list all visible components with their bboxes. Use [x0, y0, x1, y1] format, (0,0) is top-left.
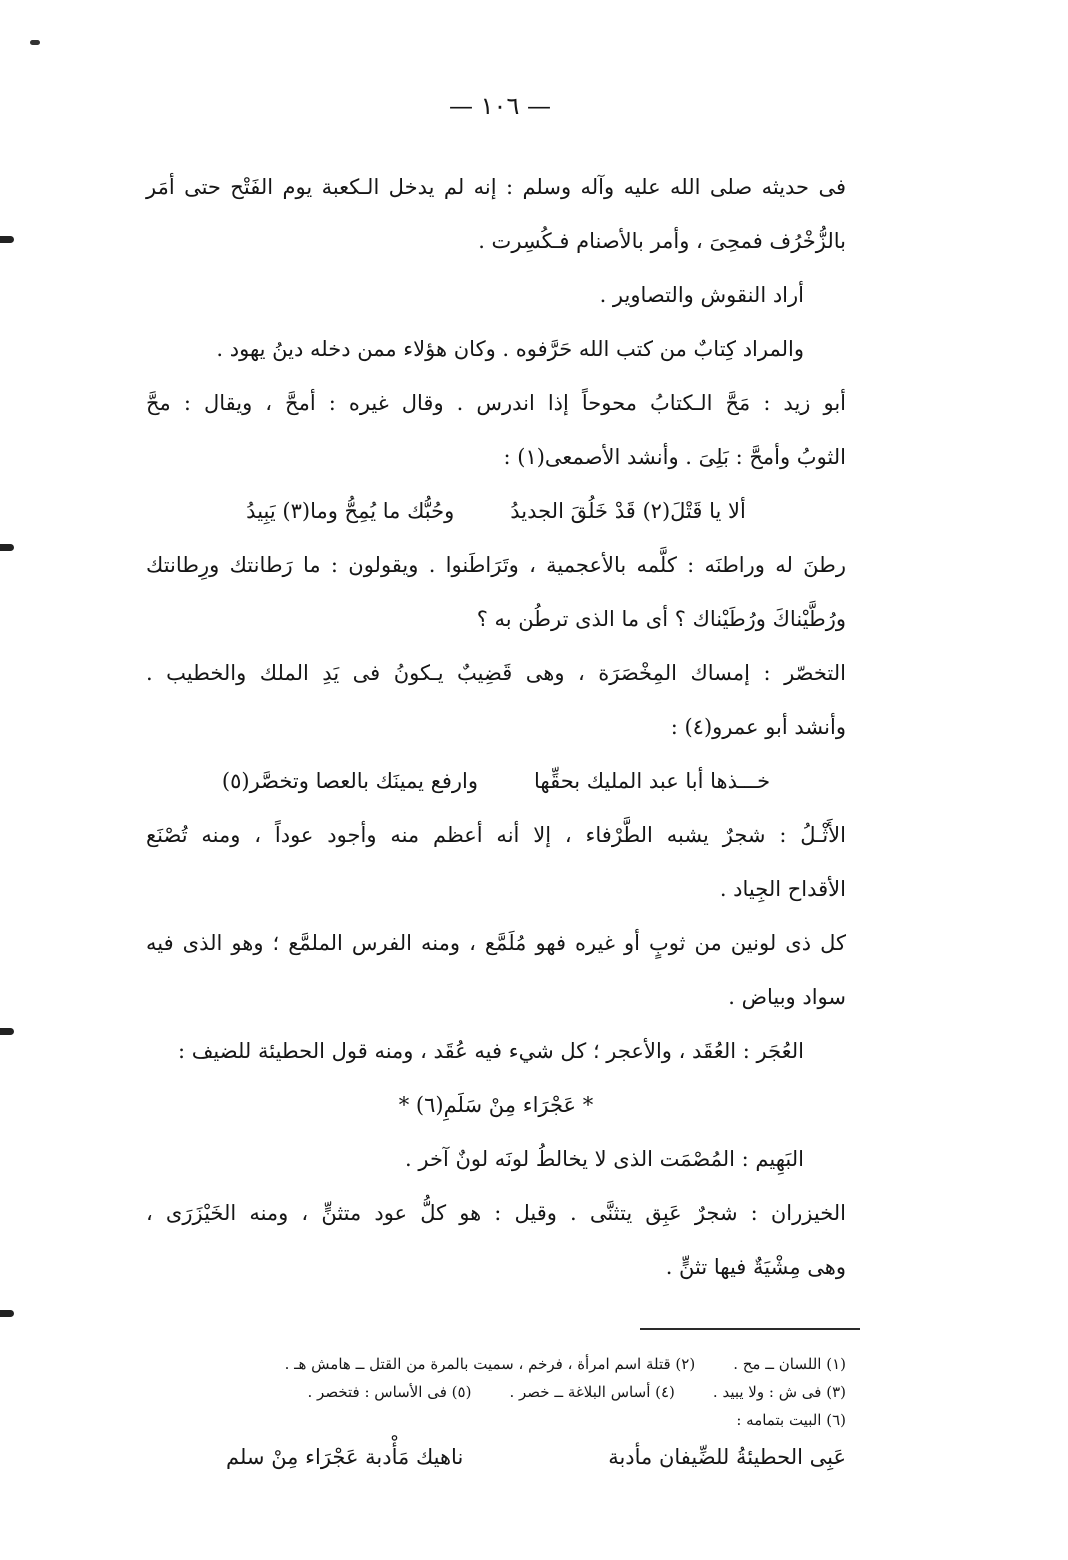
- verse-line: [146, 484, 846, 538]
- verse-hemistich-second: وارفع يمينَك بالعصا وتخصَّر(٥): [221, 769, 479, 793]
- text-line: العُجَر : العُقَد ، والأعجر ؛ كل شيء فيه عُقَد ، ومنه قول الحطيئة للضيف :: [177, 1039, 804, 1063]
- text-line: أراد النقوش والتصاوير .: [599, 283, 804, 307]
- body-text: [146, 160, 846, 1294]
- text-line: والمراد كِتابٌ من كتب الله حَرَّفوه . وكان هؤلاء ممن دخله دينُ يهود .: [216, 337, 804, 361]
- footnote: (٣) فى ش : ولا يبيد .: [712, 1383, 846, 1401]
- page-number: — ١٠٦ —: [449, 92, 551, 120]
- footnote-verse: [226, 1445, 846, 1469]
- binding-mark: [0, 236, 14, 243]
- text-line: رطنَ له وراطنَه : كلَّمه بالأعجمية ، وتَرَاطَنوا . ويقولون : ما رَطانتك ورِطانتك: [146, 553, 846, 577]
- text-line: أبو زيد : مَحَّ الـكتابُ محوحاً إذا اندرس . وقال غيره : أمحَّ ، ويقال : محَّ: [146, 391, 846, 415]
- footnotes: [186, 1350, 846, 1434]
- footnote: (١) اللسان ــ مح .: [733, 1355, 846, 1373]
- footnote-row: [186, 1350, 846, 1378]
- text-line: فى حديثه صلى الله عليه وآله وسلم : إنه لم يدخل الـكعبة يوم الفَتْح حتى أمَر: [146, 175, 846, 199]
- verse-hemistich-second: وحُبُّك ما يُمِحُّ وما(٣) يَبِيدُ: [246, 499, 455, 523]
- verse-hemistich-first: ألا يا قَتْلَ(٢) قَدْ خَلُقَ الجديدُ: [510, 499, 746, 523]
- text-line: بالزُّخْرُف فمحِىَ ، وأمر بالأصنام فـكُسِرت .: [478, 229, 846, 253]
- footnote-row: [186, 1406, 846, 1434]
- footnote: (٤) أساس البلاغة ــ خصر .: [509, 1383, 675, 1401]
- verse-fragment: * عَجْرَاء مِنْ سَلَمِ(٦) *: [398, 1093, 594, 1117]
- text-line: الأقداح الجِياد .: [719, 877, 846, 901]
- footnote: (٢) قتلة اسم امرأة ، فرخم ، سميت بالمرة من القتل ــ هامش هـ .: [284, 1355, 696, 1373]
- text-line: ورُطَّيْناكَ ورُطَيْناك ؟ أى ما الذى ترطُن به ؟: [476, 607, 846, 631]
- text-line: البَهِيم : المُصْمَت الذى لا يخالطُ لونَه لونٌ آخر .: [405, 1147, 804, 1171]
- text-line: سواد وبياض .: [728, 985, 846, 1009]
- text-line: وأنشد أبو عمرو(٤) :: [670, 715, 846, 739]
- footnote-separator: [640, 1328, 860, 1330]
- footnote: (٦) البيت بتمامه :: [736, 1411, 846, 1429]
- verse-hemistich-second: ناهيك مَأْدبة عَجْرَاء مِنْ سلم: [226, 1445, 464, 1469]
- binding-mark: [0, 1310, 14, 1317]
- footnote: (٥) فى الأساس : فتخصر .: [307, 1383, 472, 1401]
- text-line: الثوبُ وأمحَّ : بَلِىَ . وأنشد الأصمعى(١) :: [503, 445, 846, 469]
- text-line: الخيزران : شجرٌ عَبِق يتثنَّى . وقيل : هو كلُّ عود متثنٍّ ، ومنه الخَيْزَرَى ،: [146, 1201, 846, 1225]
- verse-line: [146, 754, 846, 808]
- text-line: كل ذى لونين من ثوبٍ أو غيره فهو مُلَمَّع ، ومنه الفرس الملمَّع ؛ وهو الذى فيه: [146, 931, 846, 955]
- binding-mark: [0, 544, 14, 551]
- verse-hemistich-first: خـــذها أبا عبد المليك بحقِّها: [534, 769, 771, 793]
- text-line: التخصّر : إمساك المِخْصَرَة ، وهى قَضِيبٌ يـكونُ فى يَدِ الملك والخطيب .: [146, 661, 846, 685]
- text-line: الأَثْـلُ : شجرٌ يشبه الطَّرْفاء ، إلا أنه أعظم منه وأجود عوداً ، ومنه تُصْنَع: [146, 823, 846, 847]
- footnote-row: [186, 1378, 846, 1406]
- scan-speck: [30, 40, 40, 45]
- binding-mark: [0, 1028, 14, 1035]
- text-line: وهى مِشْيَةٌ فيها تثنٍّ .: [665, 1255, 846, 1279]
- verse-hemistich-first: عَبِى الحطيئةُ للضِّيفان مأدبة: [608, 1445, 846, 1469]
